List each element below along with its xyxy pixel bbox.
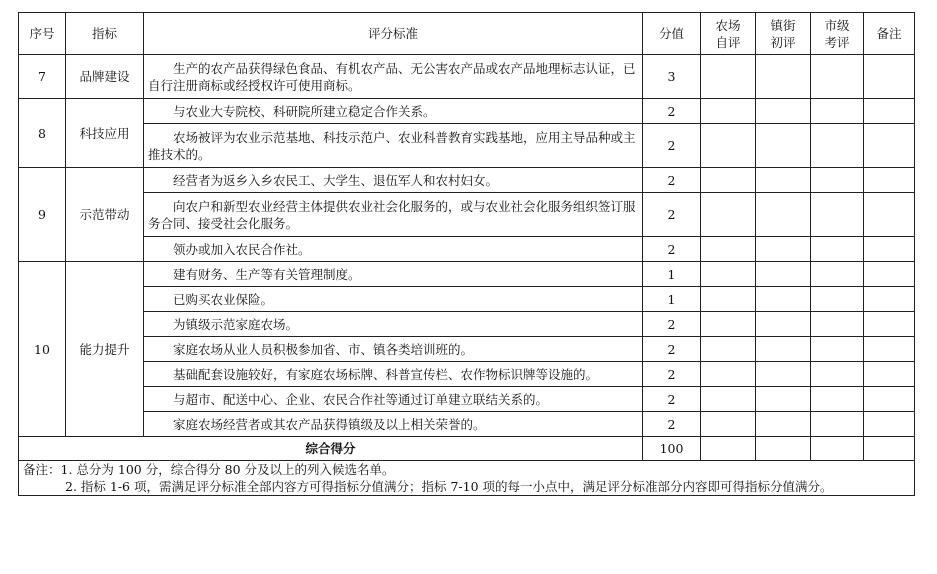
remarks-cell[interactable] (864, 262, 915, 287)
indicator-cell: 品牌建设 (66, 55, 144, 99)
score-cell: 2 (643, 237, 701, 262)
town-eval-cell[interactable] (756, 99, 811, 124)
criteria-cell: 经营者为返乡入乡农民工、大学生、退伍军人和农村妇女。 (144, 168, 643, 193)
table-row (19, 287, 915, 312)
town-eval-cell[interactable] (756, 312, 811, 337)
seq-cell: 9 (19, 168, 66, 262)
header-farm-self-l1: 农场 (715, 17, 741, 33)
town-eval-cell[interactable] (756, 287, 811, 312)
criteria-cell: 生产的农产品获得绿色食品、有机农产品、无公害农产品或农产品地理标志认证，已自行注册商标或经授权许可使用商标。 (144, 55, 643, 99)
header-farm-self-l2: 自评 (715, 34, 741, 50)
table-row (19, 362, 915, 387)
city-eval-cell[interactable] (811, 337, 864, 362)
score-cell: 2 (643, 362, 701, 387)
score-cell: 2 (643, 312, 701, 337)
score-cell: 2 (643, 412, 701, 437)
table-row (19, 124, 915, 168)
town-eval-cell[interactable] (756, 193, 811, 237)
remarks-total-cell[interactable] (864, 437, 915, 461)
remarks-cell[interactable] (864, 237, 915, 262)
indicator-cell: 能力提升 (66, 262, 144, 437)
score-cell: 1 (643, 287, 701, 312)
farm-self-eval-cell[interactable] (701, 193, 756, 237)
header-city-l2: 考评 (824, 34, 850, 50)
seq-cell: 8 (19, 99, 66, 168)
header-town-l1: 镇街 (770, 17, 796, 33)
city-eval-cell[interactable] (811, 237, 864, 262)
criteria-cell: 与超市、配送中心、企业、农民合作社等通过订单建立联结关系的。 (144, 387, 643, 412)
criteria-cell: 向农户和新型农业经营主体提供农业社会化服务的，或与农业社会化服务组织签订服务合同、接受社会化服务。 (144, 193, 643, 237)
farm-self-eval-cell[interactable] (701, 124, 756, 168)
scoring-table-container (18, 12, 915, 496)
header-remarks: 备注 (864, 13, 915, 55)
seq-cell: 10 (19, 262, 66, 437)
header-city-eval (811, 13, 864, 55)
total-label: 综合得分 (19, 437, 643, 461)
city-eval-cell[interactable] (811, 99, 864, 124)
farm-self-eval-total-cell[interactable] (701, 437, 756, 461)
farm-self-eval-cell[interactable] (701, 262, 756, 287)
seq-cell: 7 (19, 55, 66, 99)
indicator-cell: 科技应用 (66, 99, 144, 168)
city-eval-cell[interactable] (811, 312, 864, 337)
table-row (19, 387, 915, 412)
city-eval-cell[interactable] (811, 362, 864, 387)
city-eval-cell[interactable] (811, 55, 864, 99)
city-eval-cell[interactable] (811, 412, 864, 437)
farm-self-eval-cell[interactable] (701, 362, 756, 387)
score-cell: 2 (643, 387, 701, 412)
criteria-cell: 已购买农业保险。 (144, 287, 643, 312)
total-row (19, 437, 915, 461)
farm-self-eval-cell[interactable] (701, 99, 756, 124)
farm-self-eval-cell[interactable] (701, 412, 756, 437)
header-farm-self-eval (701, 13, 756, 55)
total-score: 100 (643, 437, 701, 461)
criteria-cell: 建有财务、生产等有关管理制度。 (144, 262, 643, 287)
town-eval-cell[interactable] (756, 412, 811, 437)
criteria-cell: 家庭农场经营者或其农产品获得镇级及以上相关荣誉的。 (144, 412, 643, 437)
notes-row (19, 461, 915, 496)
table-row (19, 337, 915, 362)
header-indicator: 指标 (66, 13, 144, 55)
city-eval-cell[interactable] (811, 262, 864, 287)
town-eval-cell[interactable] (756, 262, 811, 287)
table-row (19, 55, 915, 99)
town-eval-cell[interactable] (756, 387, 811, 412)
town-eval-cell[interactable] (756, 237, 811, 262)
criteria-cell: 为镇级示范家庭农场。 (144, 312, 643, 337)
farm-self-eval-cell[interactable] (701, 337, 756, 362)
remarks-cell[interactable] (864, 99, 915, 124)
town-eval-cell[interactable] (756, 337, 811, 362)
farm-self-eval-cell[interactable] (701, 168, 756, 193)
criteria-cell: 领办或加入农民合作社。 (144, 237, 643, 262)
table-row (19, 262, 915, 287)
remarks-cell[interactable] (864, 312, 915, 337)
scoring-table (18, 12, 915, 496)
table-row (19, 237, 915, 262)
farm-self-eval-cell[interactable] (701, 287, 756, 312)
remarks-cell[interactable] (864, 55, 915, 99)
notes-cell (19, 461, 915, 496)
header-town-l2: 初评 (770, 34, 796, 50)
town-eval-cell[interactable] (756, 168, 811, 193)
criteria-cell: 基础配套设施较好，有家庭农场标牌、科普宣传栏、农作物标识牌等设施的。 (144, 362, 643, 387)
remarks-cell[interactable] (864, 362, 915, 387)
table-row (19, 193, 915, 237)
farm-self-eval-cell[interactable] (701, 312, 756, 337)
score-cell: 3 (643, 55, 701, 99)
remarks-cell[interactable] (864, 337, 915, 362)
score-cell: 1 (643, 262, 701, 287)
table-row (19, 412, 915, 437)
indicator-cell: 示范带动 (66, 168, 144, 262)
header-criteria: 评分标准 (144, 13, 643, 55)
town-eval-cell[interactable] (756, 362, 811, 387)
remarks-cell[interactable] (864, 168, 915, 193)
city-eval-cell[interactable] (811, 124, 864, 168)
table-row (19, 99, 915, 124)
city-eval-cell[interactable] (811, 387, 864, 412)
table-row (19, 312, 915, 337)
criteria-cell: 与农业大专院校、科研院所建立稳定合作关系。 (144, 99, 643, 124)
score-cell: 2 (643, 193, 701, 237)
town-eval-total-cell[interactable] (756, 437, 811, 461)
city-eval-cell[interactable] (811, 193, 864, 237)
header-seq: 序号 (19, 13, 66, 55)
criteria-cell: 农场被评为农业示范基地、科技示范户、农业科普教育实践基地，应用主导品种或主推技术的。 (144, 124, 643, 168)
header-row (19, 13, 915, 55)
score-cell: 2 (643, 124, 701, 168)
farm-self-eval-cell[interactable] (701, 237, 756, 262)
score-cell: 2 (643, 99, 701, 124)
header-score: 分值 (643, 13, 701, 55)
town-eval-cell[interactable] (756, 124, 811, 168)
table-row (19, 168, 915, 193)
score-cell: 2 (643, 337, 701, 362)
farm-self-eval-cell[interactable] (701, 387, 756, 412)
city-eval-total-cell[interactable] (811, 437, 864, 461)
header-town-eval (756, 13, 811, 55)
remarks-cell[interactable] (864, 287, 915, 312)
town-eval-cell[interactable] (756, 55, 811, 99)
city-eval-cell[interactable] (811, 287, 864, 312)
remarks-cell[interactable] (864, 412, 915, 437)
criteria-cell: 家庭农场从业人员积极参加省、市、镇各类培训班的。 (144, 337, 643, 362)
remarks-cell[interactable] (864, 124, 915, 168)
city-eval-cell[interactable] (811, 168, 864, 193)
header-city-l1: 市级 (824, 17, 850, 33)
remarks-cell[interactable] (864, 387, 915, 412)
remarks-cell[interactable] (864, 193, 915, 237)
note-line-1: 备注：1. 总分为 100 分，综合得分 80 分及以上的列入候选名单。 (23, 462, 395, 477)
note-line-2: 2. 指标 1-6 项，需满足评分标准全部内容方可得指标分值满分；指标 7-10 项的每一小点中，满足评分标准部分内容即可得指标分值满分。 (65, 479, 833, 494)
score-cell: 2 (643, 168, 701, 193)
farm-self-eval-cell[interactable] (701, 55, 756, 99)
